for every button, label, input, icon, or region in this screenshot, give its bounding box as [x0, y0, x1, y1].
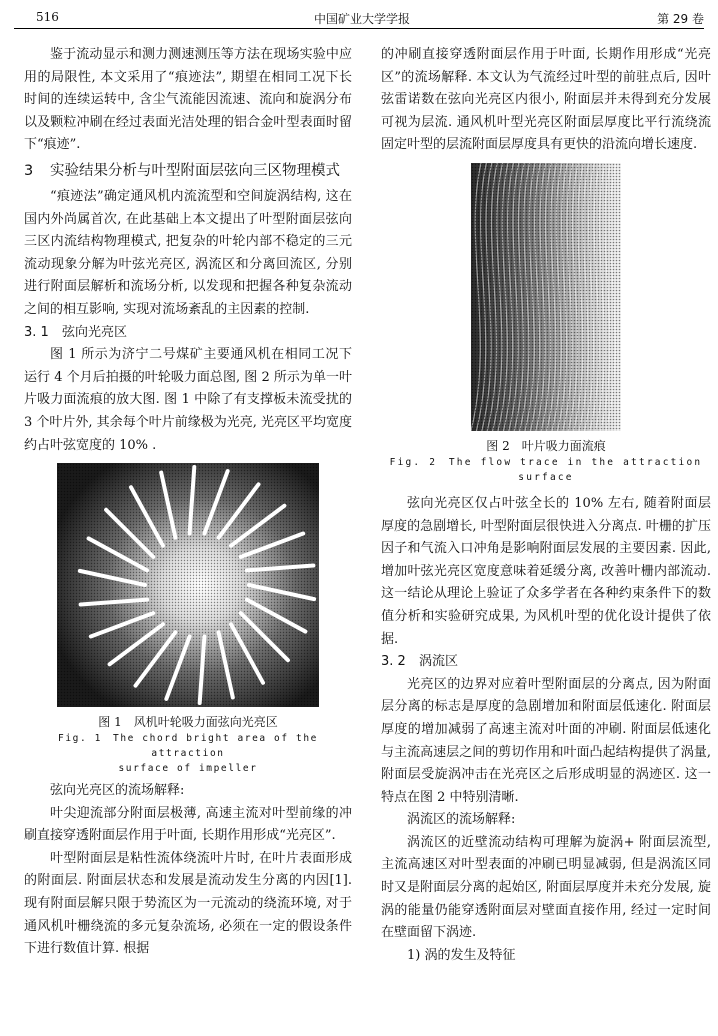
paragraph: 涡流区的近壁流动结构可理解为旋涡+ 附面层流型, 主流高速区对叶型表面的冲刷已明显减弱, 但是涡流区同时又是附面层分离的起始区, 附面层厚度并未充分发展, 旋涡的能量仍能穿透附面层对壁面直接作用, 经过一定时间在壁面留下涡迹. [381, 834, 711, 941]
subsection-number: 3. 1 [24, 324, 49, 340]
paragraph: 涡流区的流场解释: [407, 812, 516, 828]
paragraph: 光亮区的边界对应着叶型附面层的分离点, 因为附面层分离的标志是厚度的急剧增加和附面层低速化. 附面层厚度的增加减弱了高速主流对叶面的冲刷. 附面层低速化与主流高速层之间的剪切作用和叶面凸起结构提供了涡量, 附面层受旋涡冲击在光亮区之后形成明显的涡迹区. 这一特点在图 2 中特别清晰. [381, 676, 711, 805]
subsection-title: 涡流区 [419, 654, 459, 670]
page-header [14, 4, 704, 29]
subsection-heading [24, 322, 352, 345]
left-column [24, 44, 352, 961]
paragraph: 弦向光亮区的流场解释: [50, 783, 185, 799]
section-number: 3 [24, 162, 34, 179]
figure-2 [381, 163, 711, 485]
section-title: 实验结果分析与叶型附面层弦向三区物理模式 [50, 162, 340, 179]
figure-2-caption: 图 2 叶片吸力面流痕 [486, 438, 606, 453]
page-number: 516 [36, 10, 59, 24]
paragraph: 叶尖迎流部分附面层极薄, 高速主流对叶型前缘的冲刷直接穿透附面层作用于叶面, 长期作用形成“光亮区”. [24, 805, 352, 844]
impeller-photo [57, 463, 319, 707]
figure-1-caption: 图 1 风机叶轮吸力面弦向光亮区 [98, 715, 278, 730]
paragraph: 图 1 所示为济宁二号煤矿主要通风机在相同工况下运行 4 个月后拍摄的叶轮吸力面总图, 图 2 所示为单一叶片吸力面流痕的放大图. 图 1 中除了有支撑板未流受扰的 3 个叶片外, 其余每个叶片前缘极为光亮, 光亮区平均宽度约占叶弦宽度的 10% . [24, 347, 352, 453]
paragraph: 1) 涡的发生及特征 [407, 947, 516, 963]
paragraph: 的冲刷直接穿透附面层作用于叶面, 长期作用形成“光亮区”的流场解释. 本文认为气流经过叶型的前驻点后, 因叶弦雷诺数在弦向光亮区内很小, 附面层并未得到充分发展可视为层流. 通风机叶型光亮区附面层厚度比平行流绕流固定叶型的层流附面层厚度具有更快的沿流向增长速度. [381, 47, 711, 153]
paragraph: “痕迹法”确定通风机内流流型和空间旋涡结构, 这在国内外尚属首次, 在此基础上本文提出了叶型附面层弦向三区内流结构物理模式, 把复杂的叶轮内部不稳定的三元流动现象分解为叶弦光亮区, 涡流区和分离回流区, 分别进行附面层解析和流场分析, 以发现和把握各种复杂流动之间的相互影响, 实现对流场紊乱的主因素的控制. [24, 188, 352, 317]
paragraph: 弦向光亮区仅占叶弦全长的 10% 左右, 随着附面层厚度的急剧增长, 叶型附面层很快进入分离点. 叶栅的扩压因子和气流入口冲角是影响附面层发展的主要因素. 因此, 增加叶弦光亮区宽度意味着延缓分离, 改善叶栅内部流动. 这一结论从理论上验证了众多学者在各种约束条件下的数值分析和实验研究成果, 为风机叶型的优化设计提供了依据. [381, 495, 711, 647]
subsection-number: 3. 2 [381, 654, 406, 670]
journal-title: 中国矿业大学学报 [314, 12, 411, 26]
volume-label: 第 29 卷 [657, 12, 704, 26]
paragraph: 叶型附面层是粘性流体绕流叶片时, 在叶片表面形成的附面层. 附面层状态和发展是流动发生分离的内因[1]. 现有附面层解只限于势流区为一元流动的绕流环境, 对于通风机叶栅绕流的多元复杂流场, 必须在一定的假设条件下进行数值计算. 根据 [24, 850, 352, 957]
figure-2-caption-en: Fig. 2 The flow trace in the attraction surface [389, 456, 703, 483]
subsection-heading [381, 651, 711, 674]
right-column [381, 44, 711, 967]
figure-1-caption-en-line1: Fig. 1 The chord bright area of the attraction [58, 733, 318, 760]
figure-1 [24, 463, 352, 776]
blade-flow-trace-photo [471, 163, 621, 431]
subsection-title: 弦向光亮区 [62, 324, 128, 340]
paragraph: 鉴于流动显示和测力测速测压等方法在现场实验中应用的局限性, 本文采用了“痕迹法”, 期望在相同工况下长时间的连续运转中, 含尘气流能因流速、流向和旋涡分布以及颗粒冲刷在经过表面光洁处理的铝合金叶型表面时留下“痕迹”. [24, 47, 352, 153]
section-heading [24, 159, 352, 184]
figure-1-caption-en-line2: surface of impeller [118, 763, 258, 775]
